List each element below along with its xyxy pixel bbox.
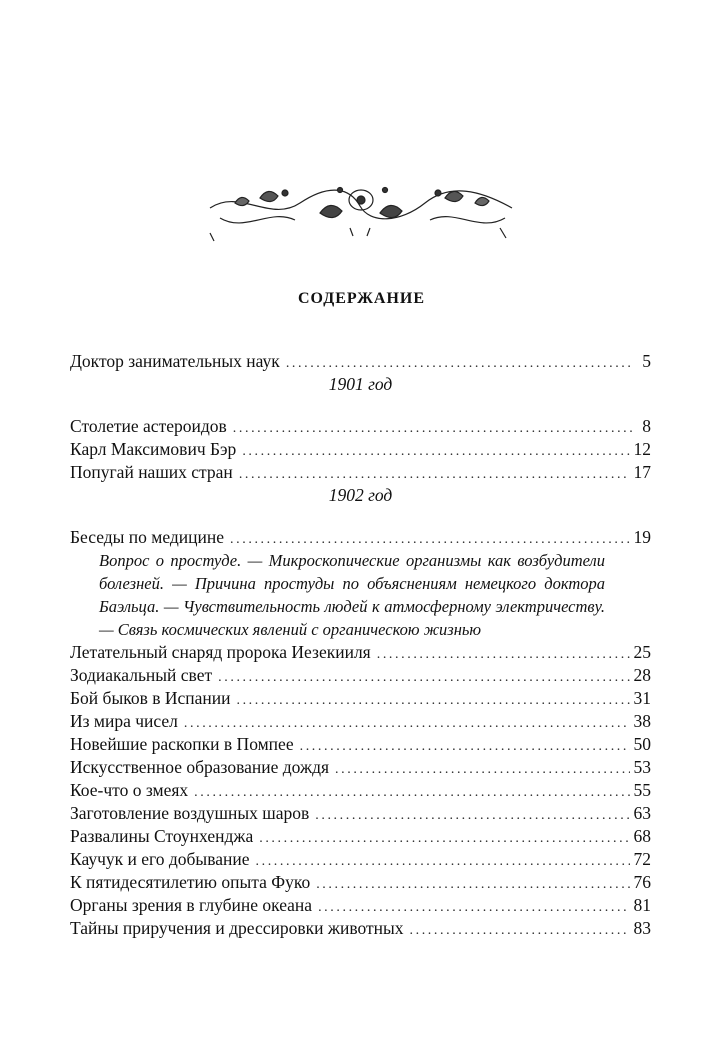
toc-entry[interactable] <box>70 641 651 664</box>
leader-dots <box>259 827 629 850</box>
entry-page: 19 <box>633 527 651 547</box>
entry-title: Новейшие раскопки в Помпее <box>70 734 294 754</box>
entry-title: К пятидесятилетию опыта Фуко <box>70 872 311 892</box>
entry-page: 55 <box>633 780 651 800</box>
leader-dots <box>233 417 633 440</box>
toc-entry[interactable] <box>70 710 651 733</box>
toc-entry[interactable] <box>70 802 651 825</box>
contents-heading: СОДЕРЖАНИЕ <box>297 290 426 307</box>
entry-title: Искусственное образование дождя <box>70 757 330 777</box>
leader-dots <box>410 919 630 942</box>
leader-dots <box>236 689 629 712</box>
leader-dots <box>242 440 629 463</box>
leader-dots <box>335 758 629 781</box>
toc-entry[interactable] <box>70 415 651 438</box>
entry-title: Карл Максимович Бэр <box>70 439 237 459</box>
entry-title: Бой быков в Испании <box>70 688 231 708</box>
entry-page: 63 <box>633 803 651 823</box>
toc-entry[interactable] <box>70 664 651 687</box>
table-of-contents <box>70 350 651 940</box>
entry-title: Летательный снаряд пророка Иезекииля <box>70 642 371 662</box>
floral-vine-ornament <box>200 178 522 250</box>
entry-page: 8 <box>642 416 651 436</box>
entry-title: Органы зрения в глубине океана <box>70 895 313 915</box>
leader-dots <box>286 352 633 375</box>
entry-title: Из мира чисел <box>70 711 178 731</box>
entry-annotation: Вопрос о простуде. — Микроскопические организмы как возбудители болезней. — Причина простуды по объяснениям немецкого доктора Баэльца. — Чувствительность людей к атмосферному электричеству. — Связь космических явлений с органическою жизнью <box>99 551 605 639</box>
leader-dots <box>230 528 629 551</box>
toc-entry[interactable] <box>70 894 651 917</box>
entry-title: Каучук и его добывание <box>70 849 250 869</box>
entry-title: Беседы по медицине <box>70 527 225 547</box>
leader-dots <box>318 896 629 919</box>
leader-dots <box>315 804 629 827</box>
entry-page: 50 <box>633 734 651 754</box>
leader-dots <box>184 712 630 735</box>
entry-title: Кое-что о змеях <box>70 780 189 800</box>
toc-entry[interactable] <box>70 848 651 871</box>
entry-page: 31 <box>633 688 651 708</box>
entry-page: 38 <box>633 711 651 731</box>
toc-entry[interactable] <box>70 871 651 894</box>
toc-entry[interactable] <box>70 438 651 461</box>
year-heading: 1901 год <box>328 374 393 394</box>
entry-page: 68 <box>633 826 651 846</box>
entry-page: 28 <box>633 665 651 685</box>
entry-title: Развалины Стоунхенджа <box>70 826 254 846</box>
leader-dots <box>194 781 629 804</box>
leader-dots <box>377 643 630 666</box>
entry-page: 76 <box>633 872 651 892</box>
toc-entry[interactable] <box>70 461 651 484</box>
toc-entry[interactable] <box>70 825 651 848</box>
leader-dots <box>239 463 630 486</box>
entry-title: Зодиакальный свет <box>70 665 213 685</box>
toc-entry[interactable] <box>70 756 651 779</box>
toc-entry[interactable] <box>70 526 651 549</box>
leader-dots <box>256 850 630 873</box>
leader-dots <box>300 735 630 758</box>
entry-page: 12 <box>633 439 651 459</box>
entry-page: 17 <box>633 462 651 482</box>
year-heading: 1902 год <box>328 485 393 505</box>
toc-entry[interactable] <box>70 350 651 373</box>
entry-page: 25 <box>633 642 651 662</box>
entry-title: Заготовление воздушных шаров <box>70 803 310 823</box>
toc-entry[interactable] <box>70 687 651 710</box>
entry-title: Тайны приручения и дрессировки животных <box>70 918 404 938</box>
toc-entry[interactable] <box>70 733 651 756</box>
entry-page: 53 <box>633 757 651 777</box>
entry-page: 5 <box>642 351 651 371</box>
entry-page: 72 <box>633 849 651 869</box>
entry-page: 81 <box>633 895 651 915</box>
toc-entry[interactable] <box>70 917 651 940</box>
entry-page: 83 <box>633 918 651 938</box>
leader-dots <box>218 666 629 689</box>
leader-dots <box>316 873 629 896</box>
entry-title: Столетие астероидов <box>70 416 227 436</box>
entry-title: Попугай наших стран <box>70 462 233 482</box>
entry-title: Доктор занимательных наук <box>70 351 280 371</box>
toc-entry[interactable] <box>70 779 651 802</box>
